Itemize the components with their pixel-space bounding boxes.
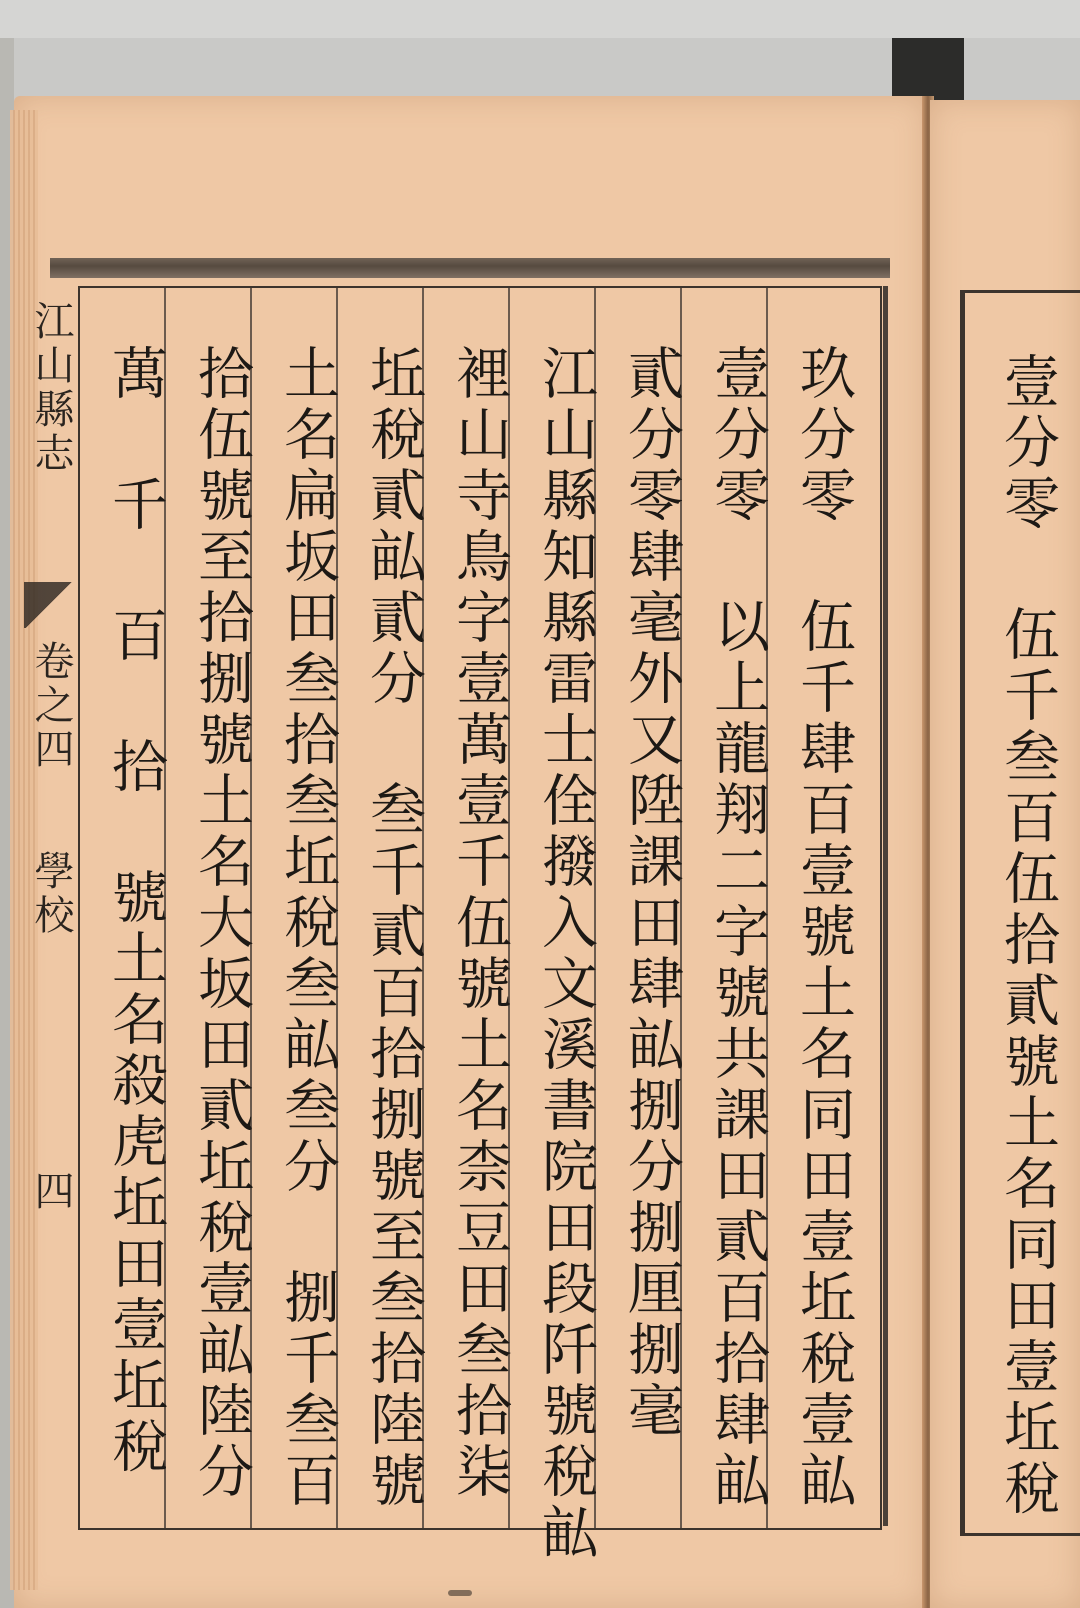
frame-right-border xyxy=(883,286,888,1526)
banxin-title: 江山縣志 xyxy=(28,300,74,476)
text-column-9: 萬 千 百 拾 號土名殺虎坵田壹坵稅 xyxy=(103,344,168,1478)
binding-clip xyxy=(892,38,964,100)
fish-tail-mark xyxy=(24,582,74,628)
text-frame xyxy=(78,286,882,1564)
right-page-column: 壹分零 伍千叁百伍拾貳號土名同田壹坵稅 xyxy=(995,352,1060,1520)
text-column-3: 貳分零肆毫外又陞課田肆畆捌分捌厘捌毫 xyxy=(619,344,684,1442)
text-column-5: 裡山寺鳥字壹萬壹千伍號土名柰豆田叁拾柒 xyxy=(447,344,512,1503)
print-frame-top-border xyxy=(50,258,890,278)
banxin-strip xyxy=(18,290,76,1530)
text-column-1: 玖分零 伍千肆百壹號土名同田壹坵稅壹畆 xyxy=(791,344,856,1512)
text-column-6: 坵稅貳畆貳分 叁千貳百拾捌號至叁拾陸號 xyxy=(361,344,426,1512)
text-column-2: 壹分零 以上龍翔二字號共課田貳百拾肆畆 xyxy=(705,344,770,1512)
banxin-section: 學校 xyxy=(28,850,74,938)
text-column-4: 江山縣知縣雷士佺撥入文溪書院田段阡號稅畆 xyxy=(533,344,598,1564)
text-column-8: 拾伍號至拾捌號土名大坂田貳坵稅壹畆陸分 xyxy=(189,344,254,1503)
text-column-7: 土名扁坂田叁拾叁坵稅叁畆叁分 捌千叁百 xyxy=(275,344,340,1512)
scan-background xyxy=(0,0,1080,38)
banxin-page-mark: 四 xyxy=(28,1170,74,1214)
banxin-volume: 卷之四 xyxy=(28,640,74,772)
ink-mark xyxy=(448,1590,472,1596)
